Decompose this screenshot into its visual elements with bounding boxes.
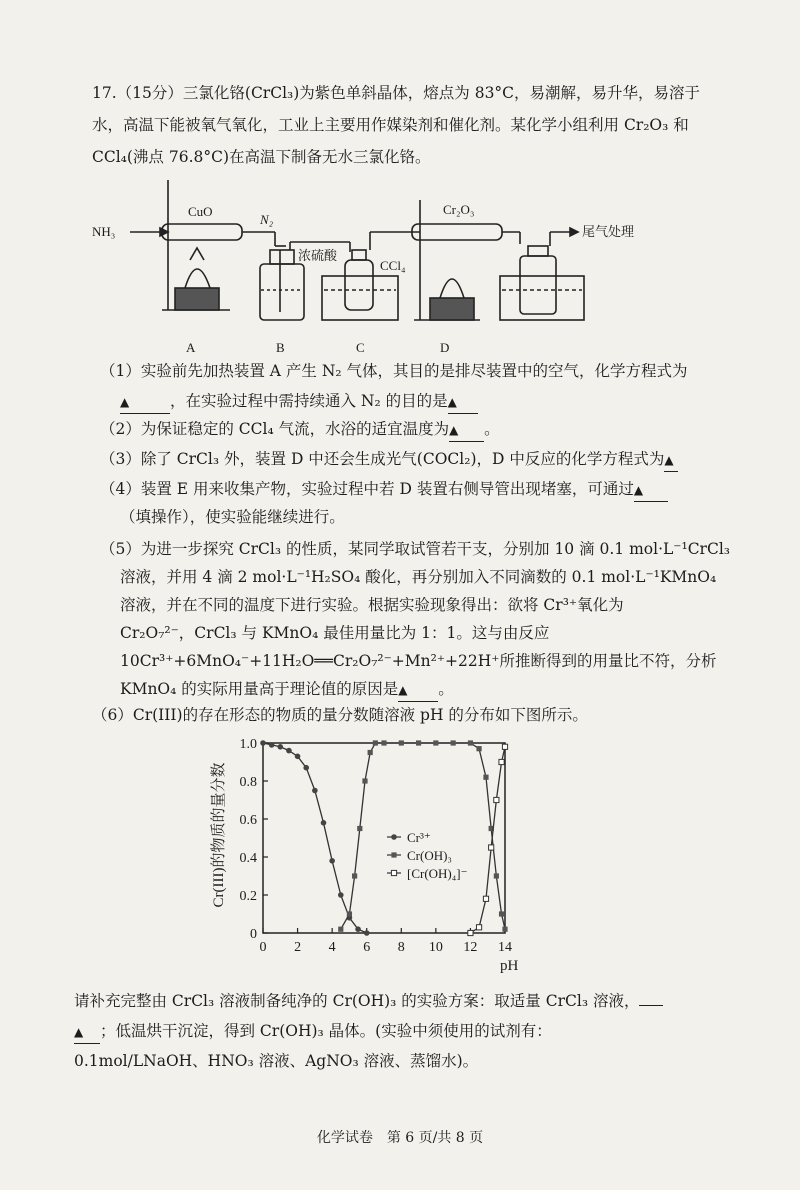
data-point	[468, 740, 473, 745]
data-point	[502, 927, 507, 932]
data-point	[468, 930, 473, 935]
part5-line-2: 溶液，并用 4 滴 2 mol·L⁻¹H₂SO₄ 酸化，再分别加入不同滴数的 0.1 mol·L⁻¹KMnO₄	[120, 568, 717, 586]
part6-plan-c: 0.1mol/LNaOH、HNO₃ 溶液、AgNO₃ 溶液、蒸馏水)。	[74, 1052, 479, 1070]
part5-line-5: 10Cr³⁺+6MnO₄⁻+11H₂O══Cr₂O₇²⁻+Mn²⁺+22H⁺所推断得到的用量比不符，分析	[120, 652, 717, 670]
label-n2: N₂	[260, 212, 274, 227]
y-tick-label: 0.6	[239, 813, 257, 828]
data-point	[399, 740, 404, 745]
question-header-line	[92, 82, 700, 104]
data-point	[362, 778, 367, 783]
data-point	[269, 742, 275, 748]
data-point	[499, 911, 504, 916]
part3-line: （3）除了 CrCl₃ 外，装置 D 中还会生成光气(COCl₂)，D 中反应的化学方程式为▲	[100, 448, 678, 472]
question-number: 17.	[92, 84, 117, 102]
x-tick-label: 8	[397, 940, 405, 955]
label-cuo: CuO	[188, 204, 213, 219]
part5-line-6: KMnO₄ 的实际用量高于理论值的原因是▲ 。	[120, 678, 454, 702]
question-score: （15分）	[116, 84, 183, 102]
blank-4[interactable]: ▲	[634, 478, 668, 502]
data-point	[433, 740, 438, 745]
chart-xlabel: pH	[500, 958, 519, 974]
part4-line-b: （填操作），使实验能继续进行。	[120, 508, 345, 526]
label-c: C	[356, 340, 365, 355]
chart-frame	[263, 743, 505, 933]
data-point	[483, 896, 488, 901]
data-point	[502, 744, 507, 749]
data-point	[321, 820, 327, 826]
data-point	[260, 740, 266, 746]
data-point	[373, 740, 378, 745]
data-point	[355, 926, 361, 932]
legend-marker	[391, 852, 396, 857]
data-point	[476, 746, 481, 751]
blank-1b[interactable]: ▲	[448, 390, 478, 414]
label-h2so4: 浓硫酸	[298, 248, 338, 263]
x-tick-label: 2	[294, 940, 302, 955]
distribution-chart	[205, 725, 535, 975]
apparatus-diagram	[90, 180, 690, 360]
data-point	[476, 925, 481, 930]
x-tick-label: 4	[328, 940, 336, 955]
blank-1a[interactable]: ▲	[120, 390, 170, 414]
data-point	[364, 930, 370, 936]
part6-plan-a: 请补充完整由 CrCl₃ 溶液制备纯净的 Cr(OH)₃ 的实验方案：取适量 CrCl₃ 溶液，	[74, 990, 663, 1012]
label-b: B	[276, 340, 285, 355]
data-point	[338, 927, 343, 932]
legend-label: Cr(OH)₃	[407, 848, 452, 863]
x-tick-label: 12	[463, 940, 478, 955]
y-tick-label: 0.4	[239, 851, 257, 866]
blank-2[interactable]: ▲	[449, 418, 484, 442]
y-tick-label: 1.0	[239, 737, 257, 752]
intro-line-1: 三氯化铬(CrCl₃)为紫色单斜晶体，熔点为 83°C，易潮解，易升华，易溶于	[182, 84, 701, 102]
part1-line-b: ▲ ，在实验过程中需持续通入 N₂ 的目的是▲	[120, 390, 478, 414]
data-point	[499, 759, 504, 764]
data-point	[295, 754, 301, 760]
data-point	[303, 765, 309, 771]
label-ccl4: CCl₄	[380, 258, 406, 273]
data-point	[329, 858, 335, 864]
data-point	[352, 873, 357, 878]
chart-ylabel: Cr(III)的物质的量分数	[211, 762, 227, 908]
part5-line-1: （5）为进一步探究 CrCl₃ 的性质，某同学取试管若干支，分别加 10 滴 0.1 mol·L⁻¹CrCl₃	[100, 540, 730, 558]
data-point	[338, 892, 344, 898]
part2-line: （2）为保证稳定的 CCl₄ 气流，水浴的适宜温度为▲ 。	[100, 418, 500, 442]
data-point	[483, 775, 488, 780]
intro-line-3: CCl₄(沸点 76.8°C)在高温下制备无水三氯化铬。	[92, 148, 431, 166]
x-tick-label: 6	[363, 940, 371, 955]
x-tick-label: 10	[428, 940, 443, 955]
data-point	[489, 845, 494, 850]
part5-line-3: 溶液，并在不同的温度下进行实验。根据实验现象得出：欲将 Cr³⁺氧化为	[120, 596, 624, 614]
data-point	[312, 788, 318, 794]
x-tick-label: 0	[259, 940, 267, 955]
chart-legend	[387, 830, 468, 881]
blank-6-start[interactable]	[639, 1005, 663, 1006]
data-point	[416, 740, 421, 745]
part6-line: （6）Cr(III)的存在形态的物质的量分数随溶液 pH 的分布如下图所示。	[92, 706, 588, 724]
data-point	[357, 826, 362, 831]
part5-line-4: Cr₂O₇²⁻，CrCl₃ 与 KMnO₄ 最佳用量比为 1：1。这与由反应	[120, 624, 550, 642]
blank-3[interactable]: ▲	[664, 448, 678, 472]
y-tick-label: 0.2	[239, 889, 257, 904]
part6-plan-b: ▲ ；低温烘干沉淀，得到 Cr(OH)₃ 晶体。(实验中须使用的试剂有：	[74, 1020, 552, 1044]
page-footer: 化学试卷 第 6 页/共 8 页	[316, 1130, 484, 1146]
x-tick-label: 14	[498, 940, 512, 955]
legend-marker	[391, 870, 396, 875]
data-point	[494, 797, 499, 802]
legend-marker	[391, 834, 397, 840]
data-point	[277, 744, 283, 750]
label-d: D	[440, 340, 450, 355]
label-cr2o3: Cr₂O₃	[443, 202, 475, 217]
label-nh3: NH₃	[92, 224, 116, 239]
blank-6[interactable]: ▲	[74, 1020, 100, 1044]
y-tick-label: 0	[250, 927, 257, 942]
chart-series	[260, 740, 507, 936]
intro-line-2-extra: 某化学小组利用 Cr₂O₃ 和	[510, 116, 689, 134]
part1-line-a: （1）实验前先加热装置 A 产生 N₂ 气体，其目的是排尽装置中的空气，化学方程式为	[100, 362, 688, 380]
y-tick-label: 0.8	[239, 775, 257, 790]
part4-line-a: （4）装置 E 用来收集产物，实验过程中若 D 装置右侧导管出现堵塞，可通过▲	[100, 478, 668, 502]
label-tail: 尾气处理	[582, 224, 635, 239]
label-a: A	[186, 340, 196, 355]
data-point	[494, 873, 499, 878]
chart-axes	[240, 737, 513, 955]
blank-5[interactable]: ▲	[398, 678, 438, 702]
legend-label: Cr³⁺	[407, 830, 431, 845]
data-point	[347, 911, 352, 916]
intro-line-2: 水，高温下能被氧气氧化，工业上主要用作媒染剂和催化剂。某化学小组利用 Cr₂O₃ 和	[92, 116, 689, 134]
data-point	[381, 740, 386, 745]
legend-label: [Cr(OH)₄]⁻	[407, 866, 468, 881]
data-point	[286, 748, 292, 754]
data-point	[451, 740, 456, 745]
data-point	[368, 750, 373, 755]
